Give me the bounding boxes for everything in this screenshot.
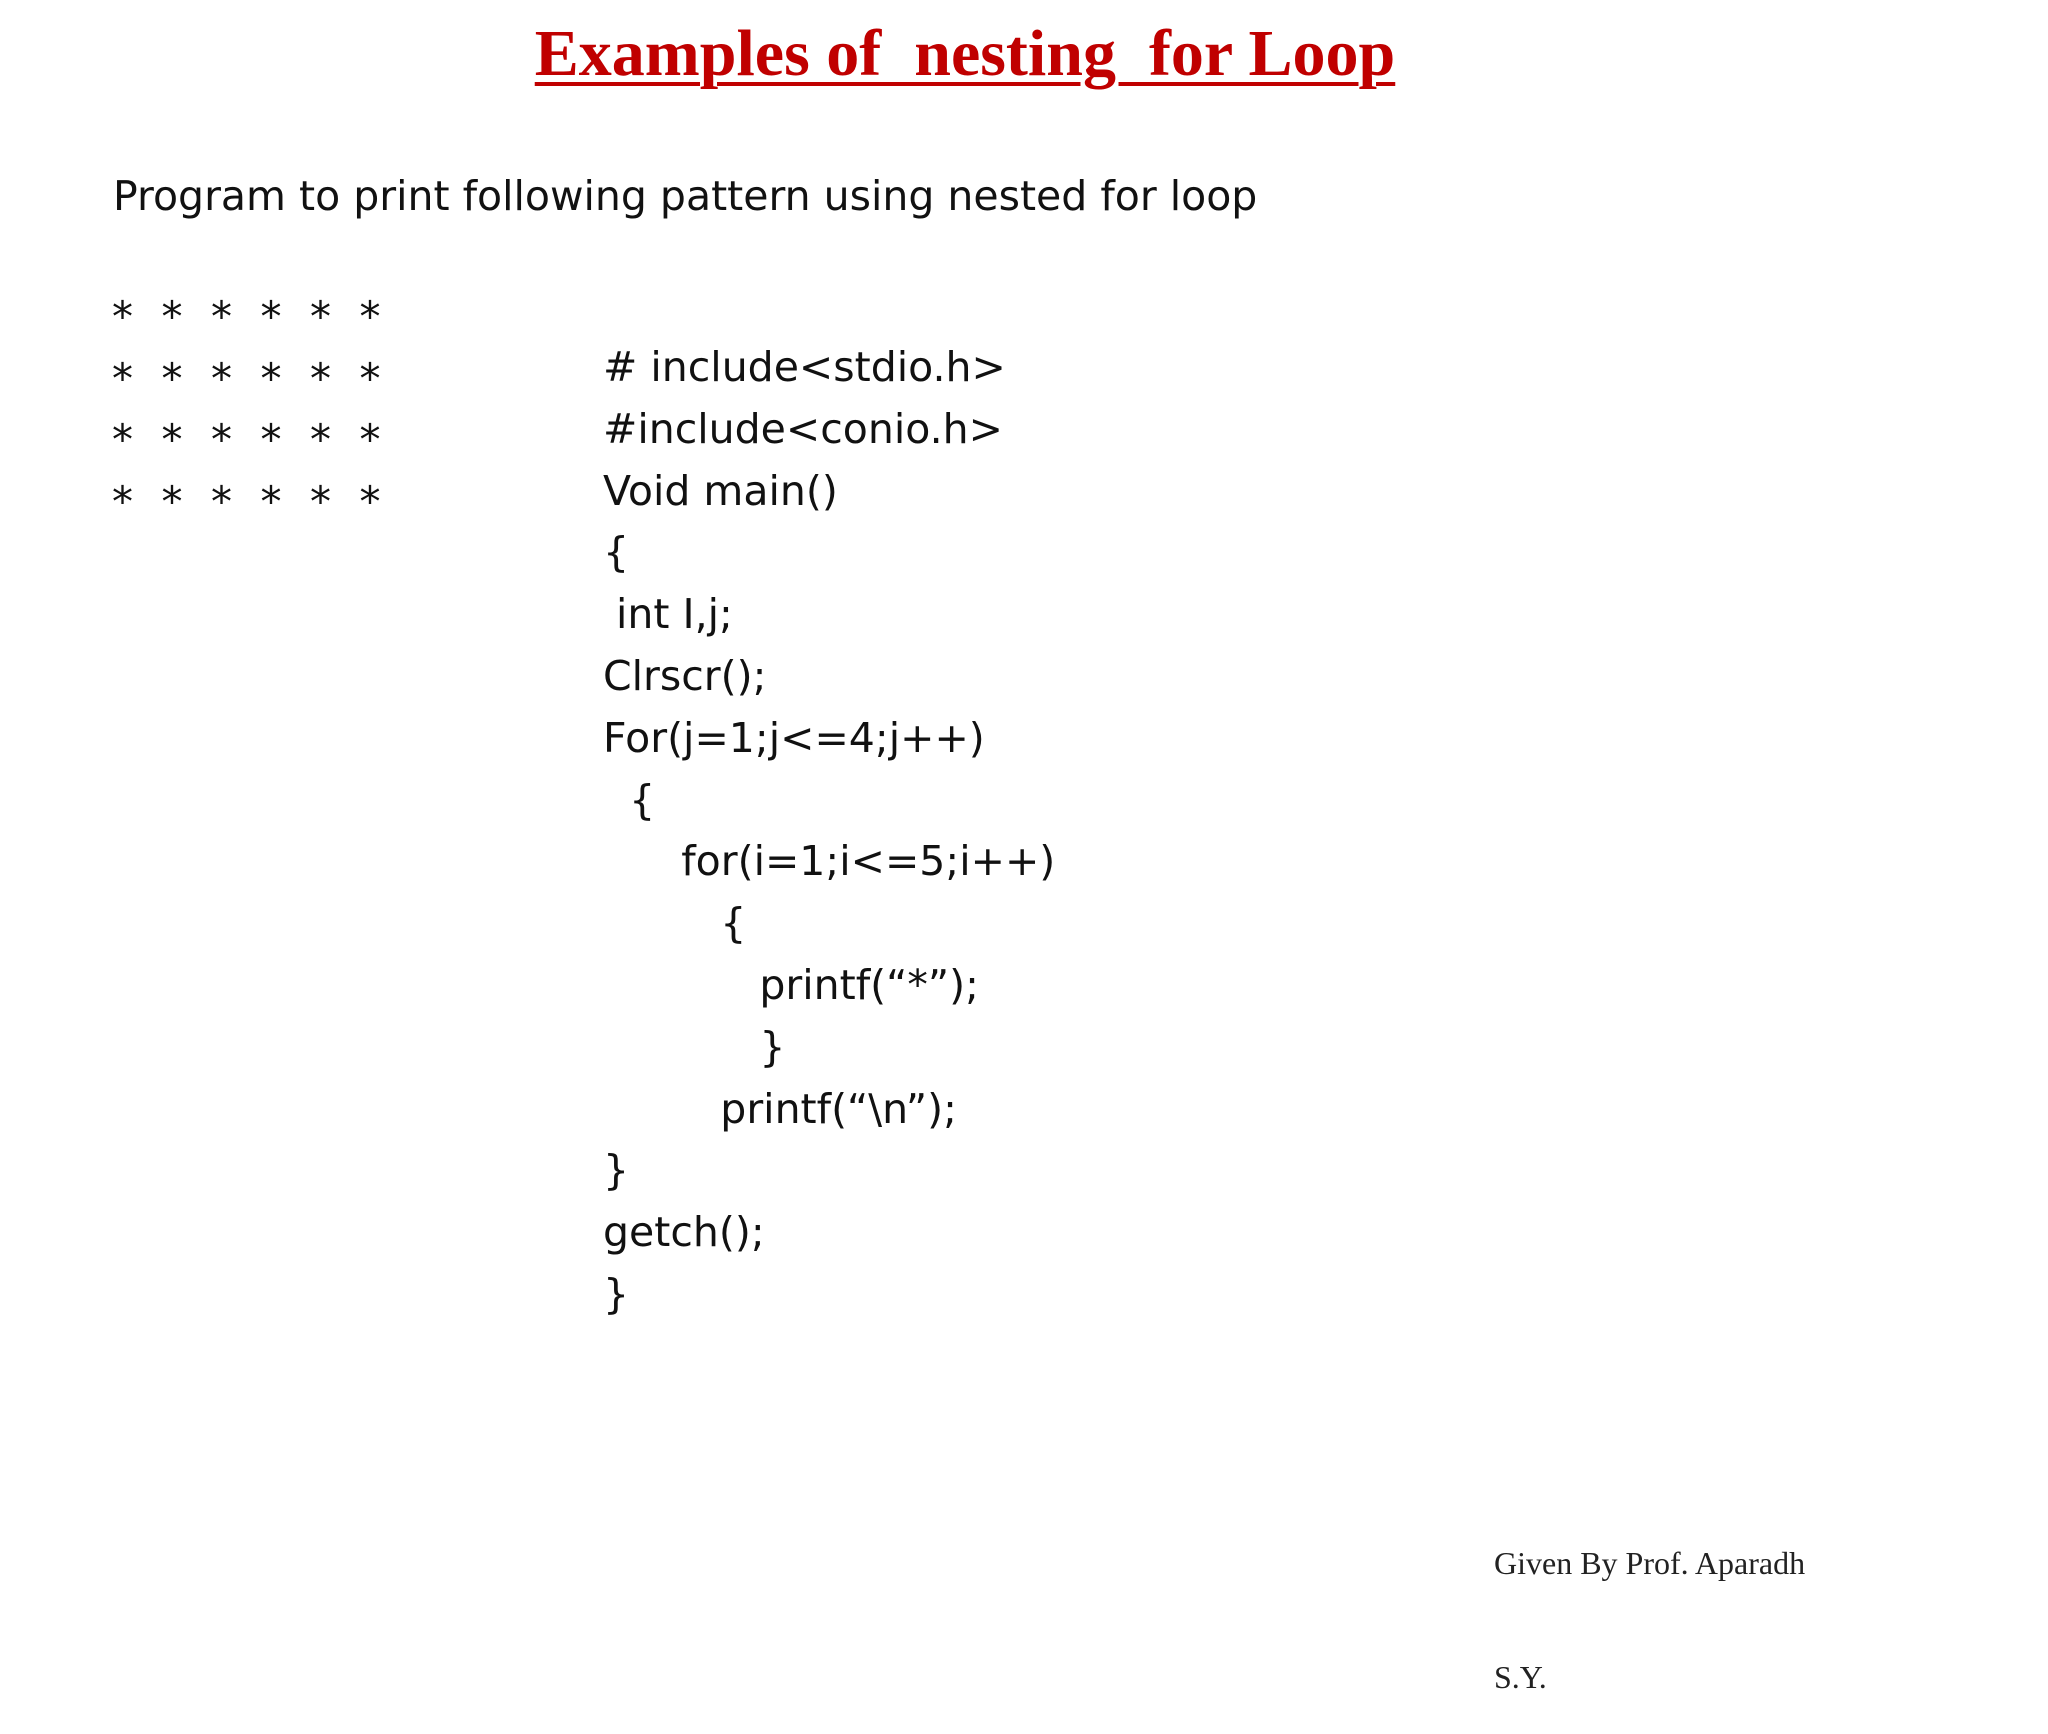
slide-title: Examples of nesting for Loop	[534, 17, 1396, 90]
code-line: getch();	[603, 1208, 765, 1257]
code-line: {	[603, 899, 747, 948]
code-line: }	[603, 1269, 630, 1318]
star: *	[112, 292, 133, 342]
pattern-row	[112, 348, 412, 410]
star: *	[359, 476, 381, 526]
code-line: #include<conio.h>	[603, 404, 1003, 453]
code-line: Clrscr();	[603, 651, 767, 700]
code-line: # include<stdio.h>	[603, 343, 1006, 391]
star: *	[161, 292, 183, 342]
star: *	[161, 476, 183, 526]
code-line: for(i=1;i<=5;i++)	[603, 837, 1056, 886]
code-line: Void main()	[603, 466, 838, 515]
star: *	[211, 353, 232, 403]
star: *	[260, 353, 282, 403]
star: *	[359, 353, 381, 403]
code-line: }	[603, 1146, 630, 1195]
code-line: }	[603, 1022, 786, 1071]
star: *	[211, 292, 232, 342]
code-line: printf(“*”);	[603, 960, 979, 1009]
star: *	[112, 353, 133, 403]
star: *	[112, 476, 133, 526]
code-line: int I,j;	[603, 590, 733, 639]
star: *	[310, 415, 331, 465]
pattern-row	[112, 409, 412, 471]
star: *	[310, 476, 331, 526]
author-credit	[1494, 1468, 1805, 1734]
credit-line-2: S.Y.	[1494, 1659, 1547, 1695]
code-line: For(j=1;j<=4;j++)	[603, 713, 985, 762]
star: *	[211, 415, 232, 465]
slide-subtitle: Program to print following pattern using nested for loop	[113, 172, 1258, 220]
code-line: {	[603, 775, 656, 824]
star: *	[260, 415, 282, 465]
pattern-row	[112, 286, 412, 348]
star: *	[211, 476, 232, 526]
star: *	[112, 415, 133, 465]
pattern-row	[112, 471, 412, 533]
code-block	[603, 337, 1055, 1326]
star: *	[310, 353, 331, 403]
credit-line-1: Given By Prof. Aparadh	[1494, 1545, 1806, 1581]
star: *	[260, 476, 282, 526]
star-pattern	[112, 286, 412, 532]
star: *	[260, 292, 282, 342]
star: *	[161, 353, 183, 403]
star: *	[359, 292, 381, 342]
star: *	[161, 415, 183, 465]
star: *	[310, 292, 331, 342]
code-line: {	[603, 528, 630, 577]
star: *	[359, 415, 381, 465]
code-line: printf(“\n”);	[603, 1084, 957, 1133]
